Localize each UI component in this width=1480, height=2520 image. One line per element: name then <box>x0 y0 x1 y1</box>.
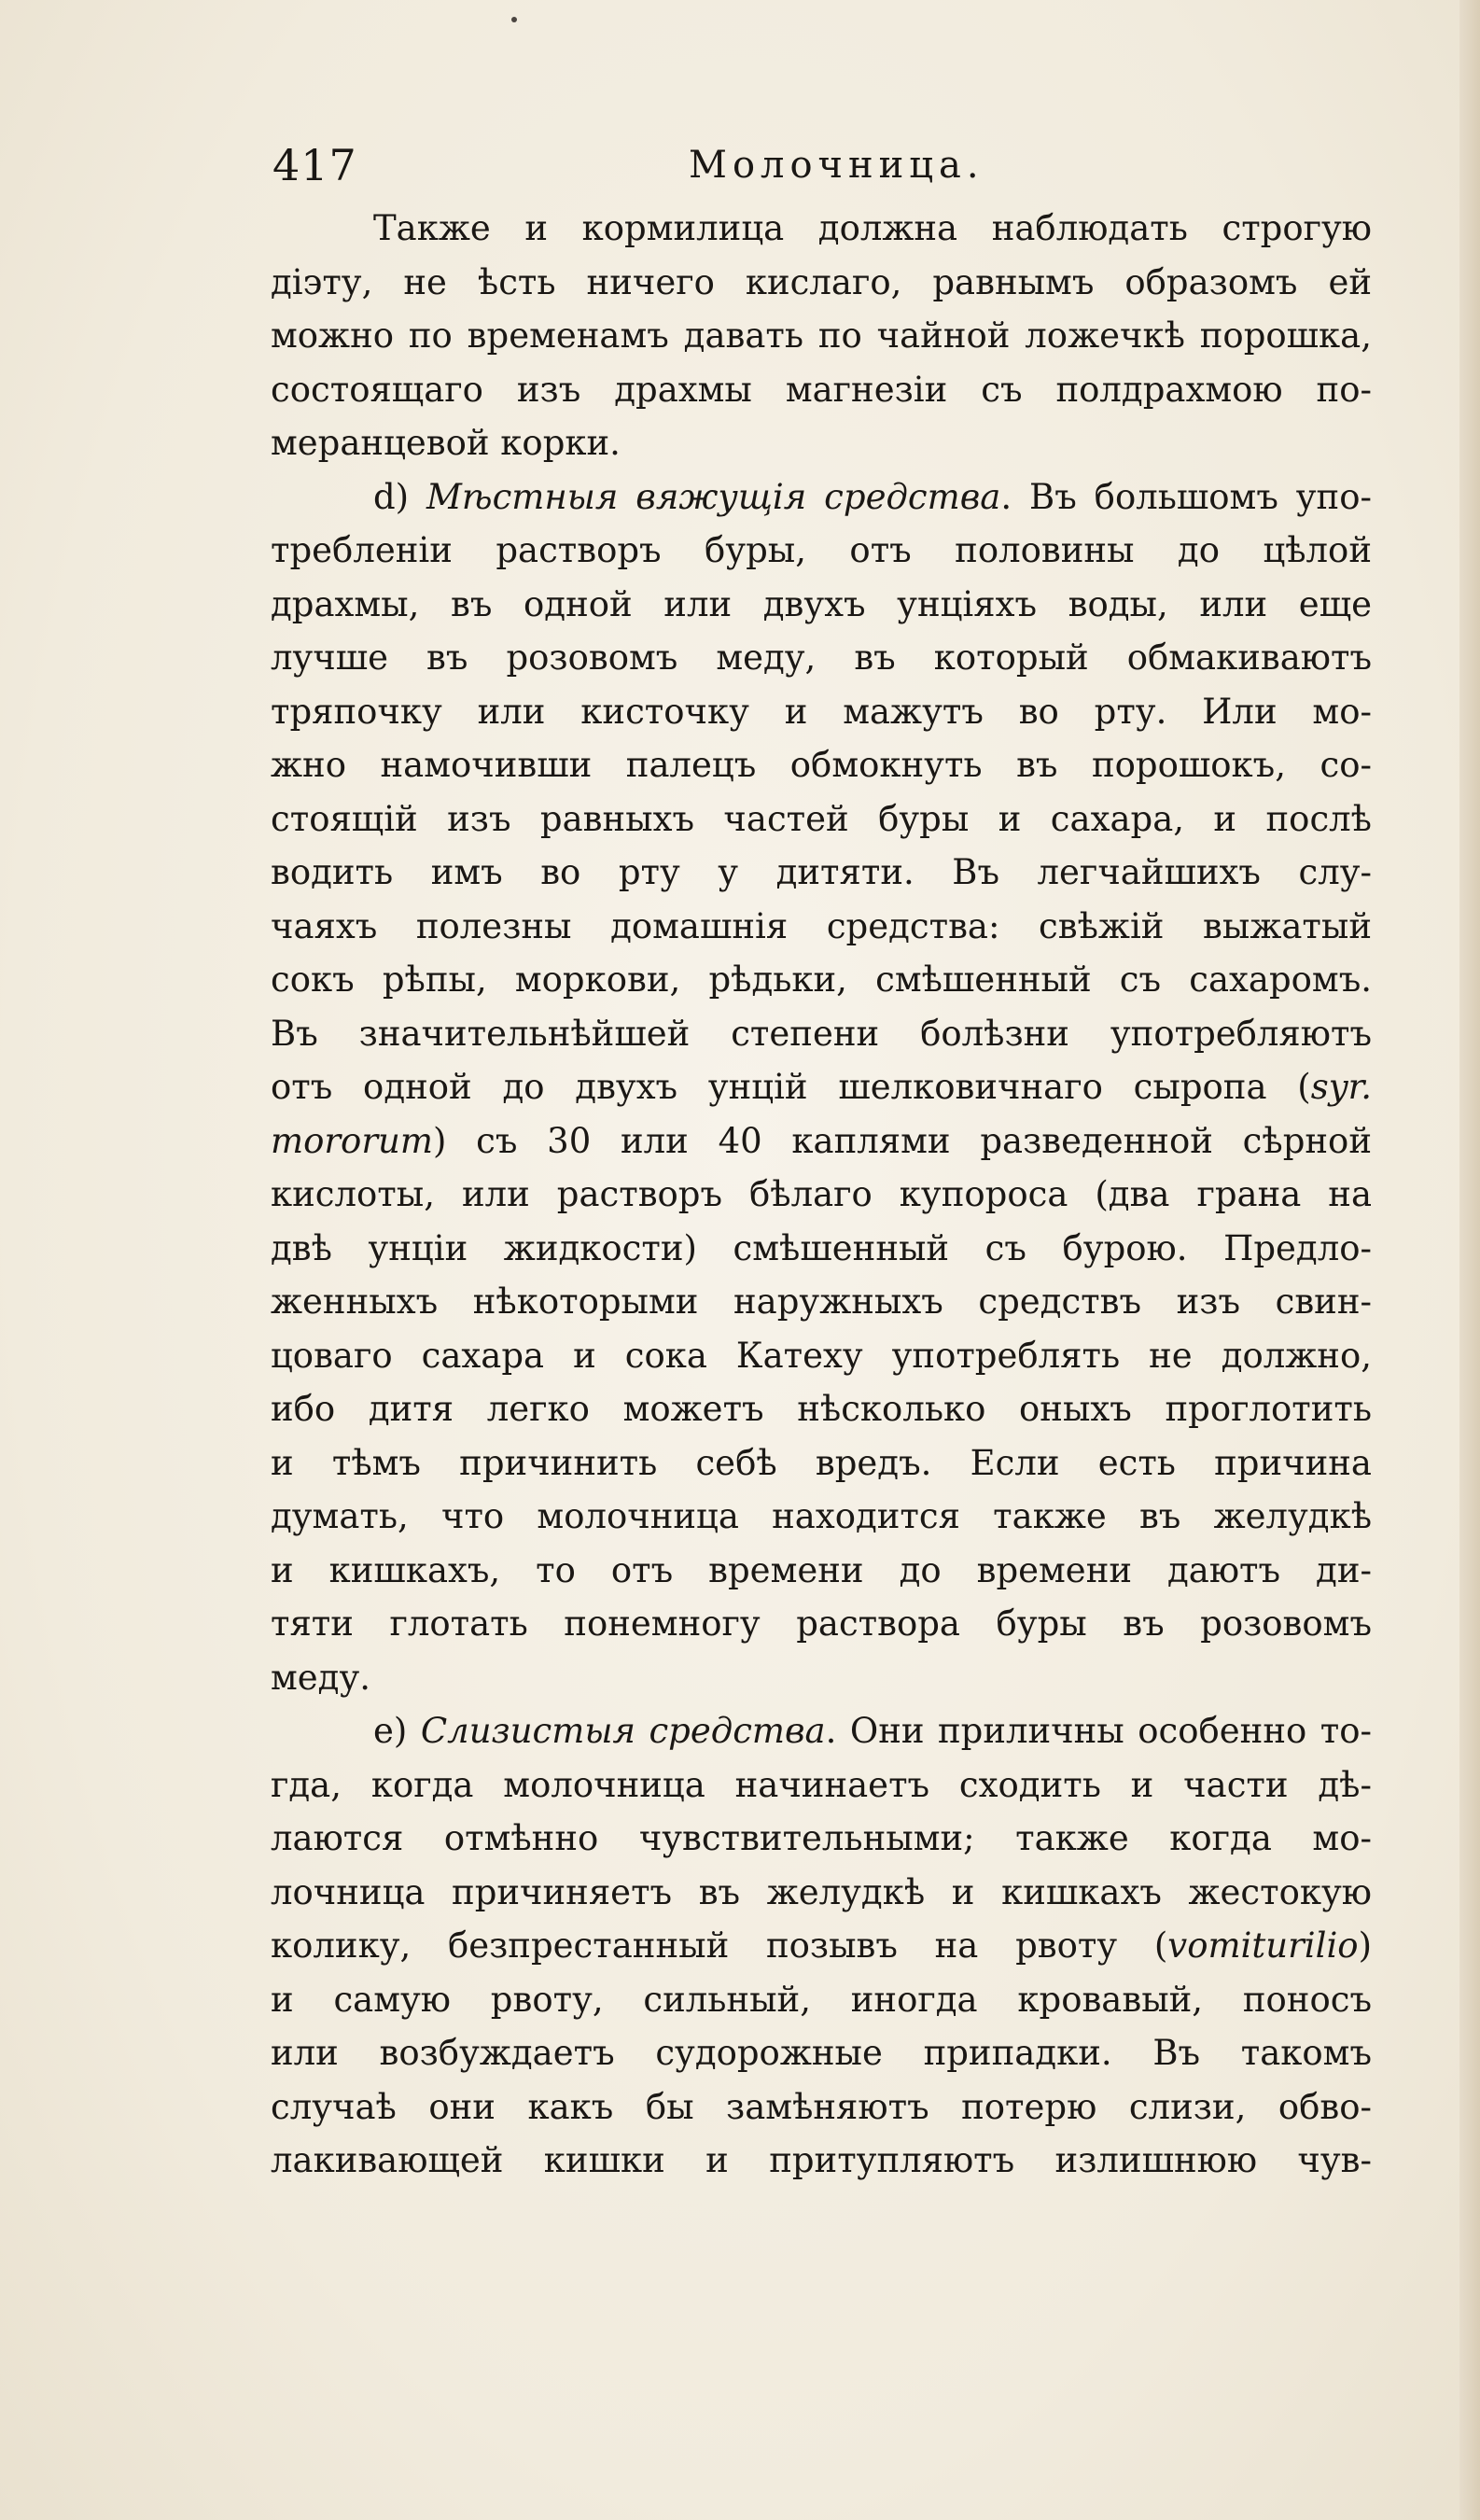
text-line <box>271 1114 1372 1169</box>
text-segment: лочница причиняетъ въ желудкѣ и кишкахъ жестокую <box>271 1871 1372 1912</box>
text-segment: сокъ рѣпы, моркови, рѣдьки, смѣшенный съ сахаромъ. <box>271 959 1372 1000</box>
text-segment: тряпочку или кисточку и мажутъ во рту. Или мо- <box>271 691 1372 732</box>
text-segment: отъ одной до двухъ унцій шелковичнаго сыропа ( <box>271 1067 1311 1107</box>
text-line <box>271 1704 1372 1758</box>
text-line <box>271 1007 1372 1061</box>
text-segment: случаѣ они какъ бы замѣняютъ потерю слизи, обво- <box>271 2086 1372 2127</box>
text-line <box>271 1490 1372 1544</box>
text-line <box>271 1382 1372 1436</box>
text-line <box>271 524 1372 578</box>
text-line <box>271 1436 1372 1491</box>
text-segment: жно намочивши палецъ обмокнуть въ порошокъ, со- <box>271 745 1372 785</box>
text-line <box>271 1275 1372 1329</box>
text-segment: ) <box>1358 1925 1372 1966</box>
body-text <box>271 202 1372 2188</box>
text-segment: и тѣмъ причинить себѣ вредъ. Если есть причина <box>271 1442 1372 1483</box>
text-segment: чаяхъ полезны домашнія средства: свѣжій выжатый <box>271 905 1372 946</box>
text-segment: ибо дитя легко можетъ нѣсколько оныхъ проглотить <box>271 1389 1372 1429</box>
page-number: 417 <box>272 140 357 190</box>
text-line <box>271 309 1372 363</box>
text-segment: стоящій изъ равныхъ частей буры и сахара, и послѣ <box>271 798 1372 839</box>
italic-text: Слизистыя средства <box>420 1711 826 1751</box>
text-line <box>271 631 1372 685</box>
text-line <box>271 900 1372 954</box>
text-line <box>271 1597 1372 1651</box>
text-segment: . Въ большомъ упо- <box>1000 476 1372 517</box>
text-segment: e) <box>373 1711 421 1751</box>
text-segment: можно по временамъ давать по чайной ложечкѣ порошка, <box>271 315 1372 356</box>
text-segment: водить имъ во рту у дитяти. Въ легчайшихъ слу- <box>271 852 1372 892</box>
text-segment: меранцевой корки. <box>271 423 621 463</box>
text-segment: діэту, не ѣсть ничего кислаго, равнымъ образомъ ей <box>271 261 1372 302</box>
text-segment: d) <box>373 476 427 517</box>
text-segment: Въ значительнѣйшей степени болѣзни употребляютъ <box>271 1013 1372 1054</box>
text-line <box>271 1866 1372 1920</box>
text-line <box>271 1329 1372 1383</box>
text-segment: лаются отмѣнно чувствительными; также когда мо- <box>271 1818 1372 1858</box>
text-line <box>271 738 1372 792</box>
text-segment: кислоты, или растворъ бѣлаго купороса (два грана на <box>271 1174 1372 1214</box>
text-line <box>271 792 1372 847</box>
text-segment: и кишкахъ, то отъ времени до времени даютъ ди- <box>271 1549 1372 1590</box>
text-segment: меду. <box>271 1657 370 1698</box>
running-title: Молочница. <box>689 144 984 187</box>
text-line <box>271 1060 1372 1114</box>
text-segment: Также и кормилица должна наблюдать строгую <box>373 208 1372 248</box>
text-segment: колику, безпрестанный позывъ на рвоту ( <box>271 1925 1168 1966</box>
ink-speck <box>511 17 517 22</box>
italic-text: vomiturilio <box>1167 1925 1359 1966</box>
text-segment: гда, когда молочница начинаетъ сходить и части дѣ- <box>271 1764 1372 1805</box>
text-segment: цоваго сахара и сока Катеху употреблять не должно, <box>271 1335 1372 1376</box>
text-segment: драхмы, въ одной или двухъ унціяхъ воды, или еще <box>271 583 1372 624</box>
text-segment: или возбуждаетъ судорожные припадки. Въ такомъ <box>271 2033 1372 2073</box>
text-line <box>271 1544 1372 1598</box>
italic-text: syr. <box>1310 1067 1372 1107</box>
text-segment: лучше въ розовомъ меду, въ который обмакиваютъ <box>271 637 1372 678</box>
text-segment: думать, что молочница находится также въ желудкѣ <box>271 1496 1372 1536</box>
text-segment: . Они приличны особенно то- <box>825 1711 1373 1751</box>
text-segment: лакивающей кишки и притупляютъ излишнюю чув- <box>271 2140 1372 2180</box>
text-line <box>271 685 1372 739</box>
text-line <box>271 416 1372 470</box>
text-line <box>271 1973 1372 2027</box>
text-line <box>271 1758 1372 1813</box>
text-line <box>271 953 1372 1007</box>
text-segment: требленіи растворъ буры, отъ половины до цѣлой <box>271 530 1372 570</box>
text-line <box>271 363 1372 417</box>
text-line <box>271 1651 1372 1705</box>
text-line <box>271 1222 1372 1276</box>
text-line <box>271 1919 1372 1973</box>
text-line <box>271 846 1372 900</box>
text-segment: тяти глотать понемногу раствора буры въ розовомъ <box>271 1603 1372 1644</box>
text-line <box>271 256 1372 310</box>
text-line <box>271 578 1372 632</box>
text-segment: и самую рвоту, сильный, иногда кровавый, поносъ <box>271 1979 1372 2020</box>
text-line <box>271 2134 1372 2188</box>
text-segment: двѣ унціи жидкости) смѣшенный съ бурою. Предло- <box>271 1227 1372 1268</box>
text-line <box>271 470 1372 525</box>
text-line <box>271 2026 1372 2080</box>
italic-text: Мѣстныя вяжущія средства <box>426 476 1001 517</box>
italic-text: mororum <box>271 1120 433 1161</box>
text-line <box>271 1812 1372 1866</box>
text-line <box>271 1168 1372 1222</box>
text-segment: состоящаго изъ драхмы магнезіи съ полдрахмою по- <box>271 369 1372 410</box>
text-segment: ) съ 30 или 40 каплями разведенной сѣрной <box>432 1120 1372 1161</box>
page-edge <box>1459 0 1480 2520</box>
page-header <box>272 140 1392 196</box>
text-segment: женныхъ нѣкоторыми наружныхъ средствъ изъ свин- <box>271 1281 1372 1322</box>
text-line <box>271 202 1372 256</box>
text-line <box>271 2080 1372 2135</box>
